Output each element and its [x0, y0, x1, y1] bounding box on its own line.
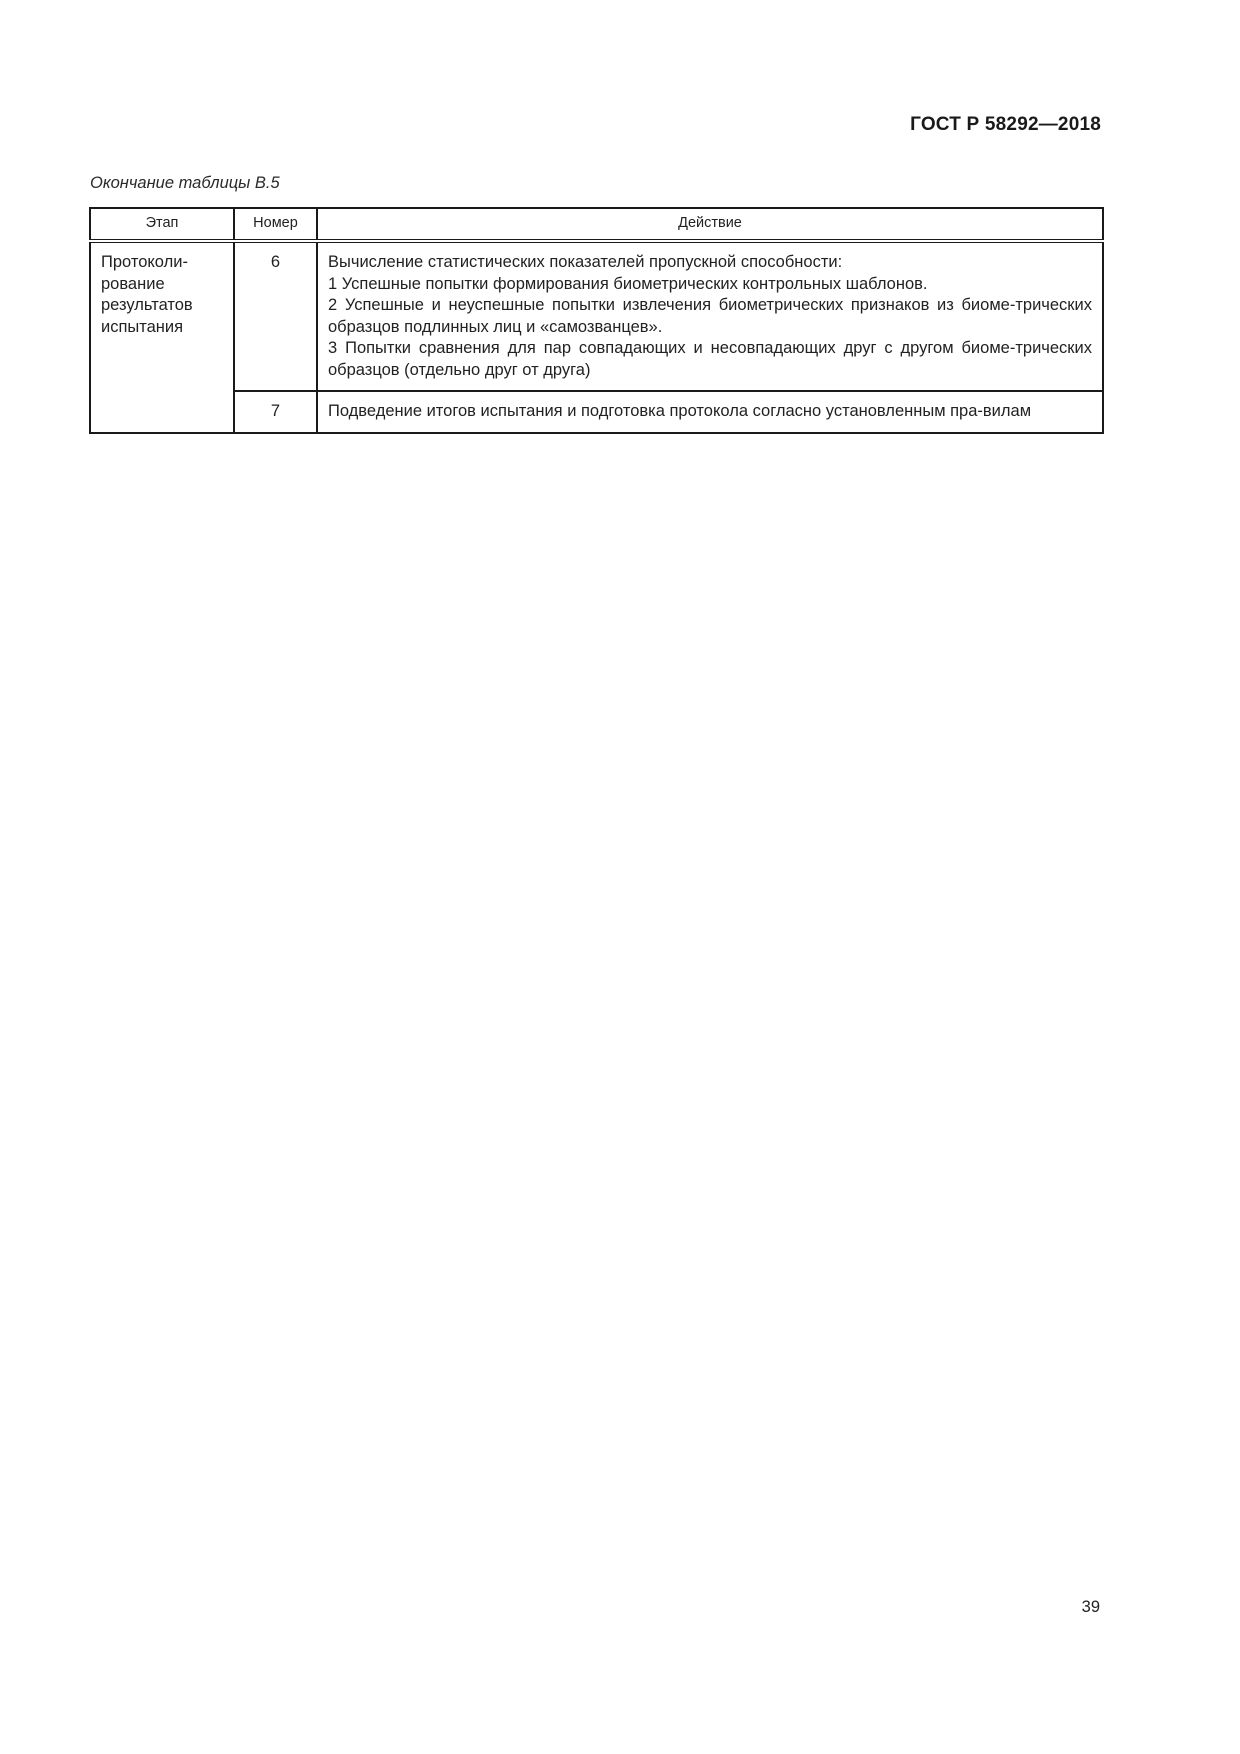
table-caption: Окончание таблицы В.5 [90, 174, 280, 192]
action-line: Подведение итогов испытания и подготовка протокола согласно установленным пра-вилам [328, 402, 1032, 420]
column-header-number: Номер [234, 208, 317, 241]
action-line: 1 Успешные попытки формирования биометрических контрольных шаблонов. [328, 274, 928, 293]
action-cell [317, 391, 1103, 433]
document-header-standard-id: ГОСТ Р 58292—2018 [910, 114, 1101, 135]
column-header-action: Действие [317, 208, 1103, 241]
stage-label: Протоколи- рование результатов испытания [101, 253, 193, 336]
action-line: Вычисление статистических показателей пропускной способности: [328, 253, 843, 271]
table-container [89, 207, 1102, 434]
table-header-row [90, 208, 1103, 241]
number-cell: 6 [234, 241, 317, 391]
stages-table [89, 207, 1104, 434]
action-line: 2 Успешные и неуспешные попытки извлечения биометрических признаков из биоме-трических образцов подлинных лиц и «самозванцев». [328, 296, 1092, 336]
number-cell: 7 [234, 391, 317, 433]
column-header-stage: Этап [90, 208, 234, 241]
action-cell [317, 241, 1103, 391]
table-row [90, 241, 1103, 391]
table-row [90, 391, 1103, 433]
stage-cell [90, 241, 234, 433]
action-line: 3 Попытки сравнения для пар совпадающих и несовпадающих друг с другом биоме-трических образцов (отдельно друг от друга) [328, 339, 1092, 379]
page-number: 39 [1081, 1598, 1100, 1616]
